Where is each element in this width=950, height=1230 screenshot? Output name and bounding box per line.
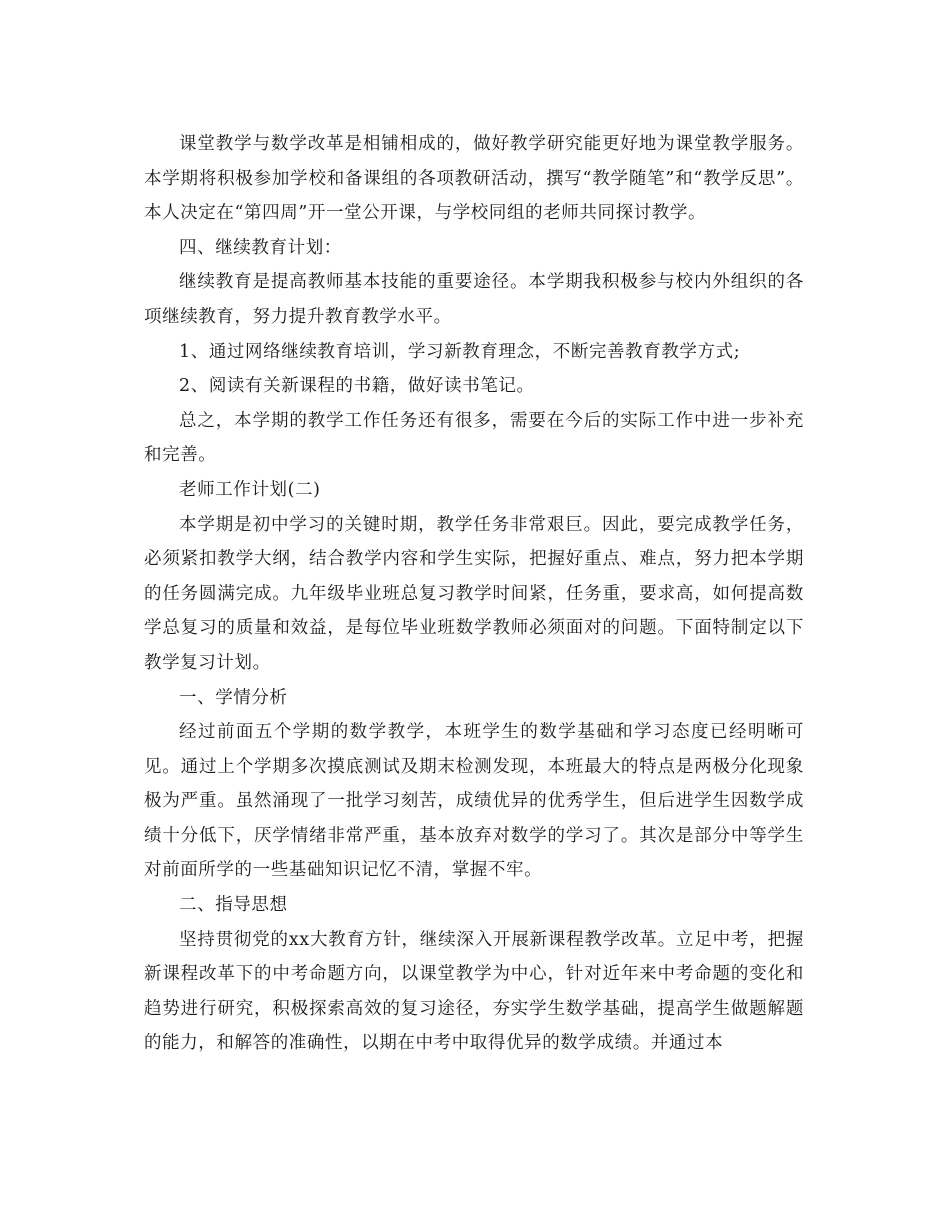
list-item-online-training: 1、通过网络继续教育培训，学习新教育理念，不断完善教育教学方式; [179,341,741,362]
paragraph-continuing-education: 继续教育是提高教师基本技能的重要途径。本学期我积极参与校内外组织的各项继续教育，努力提升教育教学水平。 [144,272,804,327]
heading-student-analysis: 一、学情分析 [179,687,288,708]
paragraph-guiding-principle: 坚持贯彻党的xx大教育方针，继续深入开展新课程教学改革。立足中考，把握新课程改革下的中考命题方向，以课堂教学为中心，针对近年来中考命题的变化和趋势进行研究，积极探索高效的复习途径，夯实学生数学基础，提高学生做题解题的能力，和解答的准确性，以期在中考中取得优异的数学成绩。并通过本 [144,929,804,1054]
heading-continuing-education-plan: 四、继续教育计划： [179,237,342,258]
paragraph-student-analysis: 经过前面五个学期的数学教学，本班学生的数学基础和学习态度已经明晰可见。通过上个学期多次摸底测试及期末检测发现，本班最大的特点是两极分化现象极为严重。虽然涌现了一批学习刻苦，成绩优异的优秀学生，但后进学生因数学成绩十分低下，厌学情绪非常严重，基本放弃对数学的学习了。其次是部分中等学生对前面所学的一些基础知识记忆不清，掌握不牢。 [144,722,804,881]
paragraph-summary: 总之，本学期的教学工作任务还有很多，需要在今后的实际工作中进一步补充和完善。 [144,410,804,466]
heading-guiding-principle: 二、指导思想 [179,895,288,916]
section-title-teacher-plan-2: 老师工作计划(二) [179,479,321,500]
list-item-reading-notes: 2、阅读有关新课程的书籍，做好读书笔记。 [179,376,535,397]
paragraph-semester-intro: 本学期是初中学习的关键时期，教学任务非常艰巨。因此，要完成教学任务，必须紧扣教学大纲，结合教学内容和学生实际，把握好重点、难点，努力把本学期的任务圆满完成。九年级毕业班总复习教学时间紧，任务重，要求高，如何提高数学总复习的质量和效益，是每位毕业班数学教师必须面对的问题。下面特制定以下教学复习计划。 [144,514,804,673]
document-body [144,127,804,1061]
paragraph-teaching-research: 课堂教学与数学改革是相铺相成的，做好教学研究能更好地为课堂教学服务。本学期将积极参加学校和备课组的各项教研活动，撰写“教学随笔”和“教学反思”。 本人决定在“第四周”开一堂公开课，与学校同组的老师共同探讨教学。 [144,134,804,224]
